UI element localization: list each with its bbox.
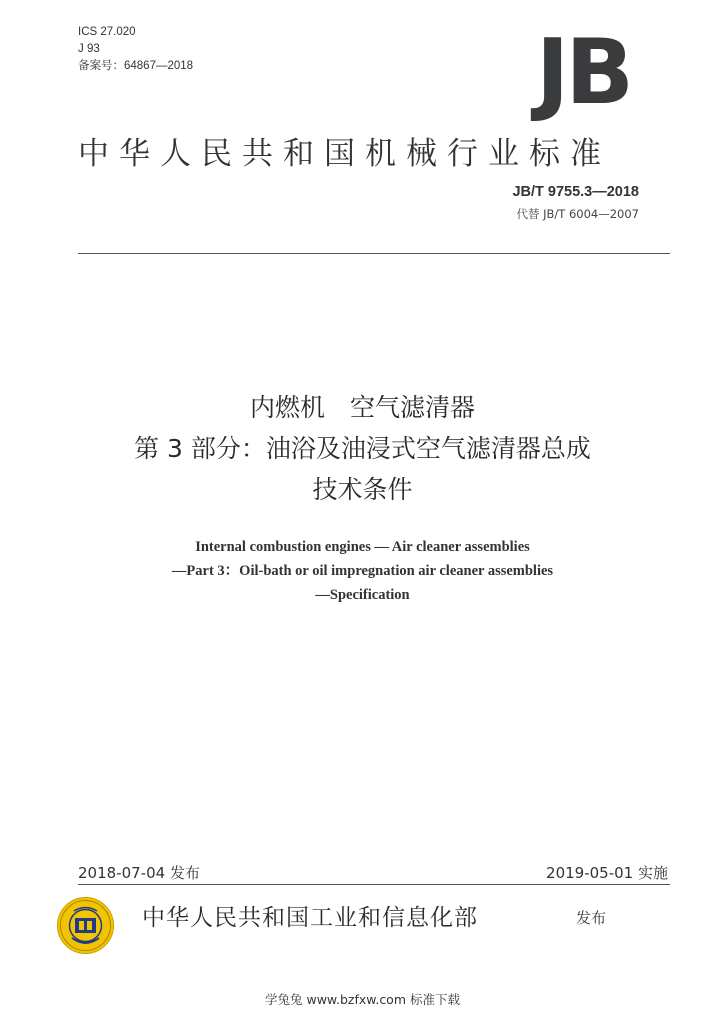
standard-number: JB/T 9755.3—2018 [512, 184, 639, 200]
filing-number: 备案号：64867—2018 [78, 60, 194, 72]
title-cn-line2: 第 3 部分：油浴及油浸式空气滤清器总成 [134, 434, 591, 463]
jb-logo: JB [535, 20, 630, 125]
header-divider [78, 253, 670, 254]
title-cn-line1: 内燃机 空气滤清器 [249, 393, 475, 422]
title-en-line3: —Specification [315, 587, 410, 603]
issue-date: 2018-07-04 发布 [78, 864, 200, 882]
title-en-line1: Internal combustion engines — Air cleaner assemblies [195, 539, 530, 555]
implementation-date: 2019-05-01 实施 [546, 864, 668, 882]
standard-category: 中华人民共和国机械行业标准 [78, 136, 611, 172]
footer-watermark-text: 学兔兔 www.bzfxw.com 标准下载 [265, 992, 460, 1007]
issuing-authority: 中华人民共和国工业和信息化部 [142, 905, 478, 931]
footer-divider [78, 884, 670, 885]
classification-code: J 93 [78, 43, 100, 55]
ministry-emblem-icon [57, 897, 114, 954]
ics-code: ICS 27.020 [78, 26, 136, 38]
replaces-standard: 代替 JB/T 6004—2007 [516, 207, 639, 221]
issue-label: 发布 [576, 909, 607, 927]
title-en-line2: —Part 3：Oil-bath or oil impregnation air cleaner assemblies [171, 563, 554, 579]
title-cn-line3: 技术条件 [312, 475, 413, 504]
